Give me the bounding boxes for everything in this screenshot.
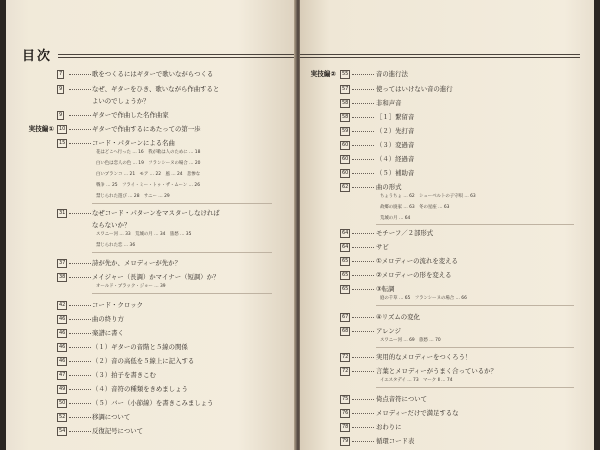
page-number-box: 59 — [342, 128, 349, 134]
page-number-box: 52 — [59, 414, 66, 420]
subsection-divider — [92, 252, 272, 253]
toc-title: 目次 — [22, 49, 53, 64]
entry-title: （４）経過音 — [376, 155, 415, 163]
toc-entry — [300, 166, 594, 180]
dotted-leader — [352, 145, 374, 146]
page-number-box: 58 — [342, 100, 349, 106]
toc-entry — [6, 340, 296, 354]
toc-entry — [6, 256, 296, 270]
page-number-box: 60 — [342, 142, 349, 148]
entry-title: よいのでしょうか？ — [92, 97, 150, 105]
entry-title: モチーフ／２部形式 — [376, 229, 434, 237]
dotted-leader — [352, 187, 374, 188]
page-number-box: 42 — [59, 302, 66, 308]
page-number-box: 64 — [342, 244, 349, 250]
subsection-divider — [376, 347, 574, 348]
page-number-box: 65 — [342, 272, 349, 278]
page-number-box: 60 — [342, 156, 349, 162]
toc-entry — [300, 240, 594, 254]
subsection-divider — [92, 293, 272, 294]
entry-title: 使ってはいけない音の進行 — [376, 85, 453, 93]
entry-title: 曲の終り方 — [92, 315, 124, 323]
dotted-leader — [69, 213, 91, 214]
entry-title: 音の進行法 — [376, 70, 408, 78]
song-list-line: 戦争 … 25 フライ・ミー・トゥ・ザ・ムーン … 26 — [96, 183, 201, 188]
dotted-leader — [352, 247, 374, 248]
toc-entry — [6, 396, 296, 410]
toc-entry — [300, 138, 594, 152]
dotted-leader — [352, 261, 374, 262]
dotted-leader — [69, 417, 91, 418]
dotted-leader — [69, 361, 91, 362]
entry-title: 言葉とメロディーがうまく合っているか？ — [376, 367, 497, 375]
page-number-box: 46 — [59, 358, 66, 364]
title-rule-right — [300, 54, 580, 58]
toc-entry — [6, 326, 296, 340]
page-number-box: 55 — [342, 71, 349, 77]
entry-title: 非和声音 — [376, 99, 402, 107]
page-number-box: 9 — [59, 112, 63, 118]
page-number-box: 68 — [342, 328, 349, 334]
toc-entry — [6, 312, 296, 326]
entry-title: ギターで作曲するにあたっての第一歩 — [92, 125, 201, 133]
entry-title: ［１］繋留音 — [376, 113, 415, 121]
page-number-box: 65 — [342, 258, 349, 264]
entry-title: 移調について — [92, 413, 131, 421]
song-list-line: ちょうちょ … 62 シューベルトの子守唄 … 63 — [380, 194, 476, 199]
entry-title: ④リズムの変化 — [376, 313, 420, 321]
toc-entry-continuation — [6, 94, 296, 108]
entry-title: コード・パターンによる名曲 — [92, 139, 175, 147]
entry-title: （５）バー（小節線）を書きこみましょう — [92, 399, 214, 407]
song-list-line: オールド・ブラック・ジョー … 39 — [96, 284, 166, 289]
song-list-line: イエスタデイ … 73 マーク Ⅱ … 74 — [380, 378, 453, 383]
title-rule — [58, 54, 296, 58]
toc-entry — [300, 350, 594, 364]
dotted-leader — [352, 441, 374, 442]
subsection-divider — [376, 305, 574, 306]
toc-entry — [300, 226, 594, 240]
dotted-leader — [352, 331, 374, 332]
page-number-box: 31 — [59, 210, 66, 216]
page-number-box: 60 — [342, 170, 349, 176]
entry-title: （３）拍子を書きこむ — [92, 371, 156, 379]
entry-title: ③転調 — [376, 285, 395, 293]
toc-entry — [6, 354, 296, 368]
page-number-box: 62 — [342, 184, 349, 190]
page-number-box: 76 — [342, 410, 349, 416]
dotted-leader — [69, 347, 91, 348]
entry-title: （５）補助音 — [376, 169, 415, 177]
toc-entry — [6, 298, 296, 312]
song-list-line: 荒城の月 … 64 — [380, 216, 411, 221]
entry-title: サビ — [376, 243, 389, 251]
entry-title: ②メロディーの形を変える — [376, 271, 452, 279]
dotted-leader — [352, 371, 374, 372]
toc-entry — [6, 122, 296, 136]
page-number-box: 58 — [342, 114, 349, 120]
page-number-box: 47 — [59, 372, 66, 378]
right-page — [300, 0, 594, 450]
toc-entry — [300, 406, 594, 420]
toc-entry — [6, 410, 296, 424]
dotted-leader — [69, 129, 91, 130]
dotted-leader — [69, 319, 91, 320]
page-number-box: 46 — [59, 330, 66, 336]
entry-title: 倚点音符について — [376, 395, 427, 403]
toc-entry — [6, 424, 296, 438]
entry-title: 歌をつくるにはギターで歌いながらつくる — [92, 70, 214, 78]
page-number-box: 37 — [59, 260, 66, 266]
toc-entry — [300, 434, 594, 448]
toc-entry — [300, 82, 594, 96]
dotted-leader — [69, 89, 91, 90]
entry-title: （２）先打音 — [376, 127, 415, 135]
subsection-divider — [92, 203, 272, 204]
song-list-line: 故郷の廃家 … 63 冬の星座 … 63 — [380, 205, 450, 210]
toc-entry — [6, 67, 296, 81]
dotted-leader — [69, 403, 91, 404]
entry-title: おわりに — [376, 423, 402, 431]
dotted-leader — [69, 263, 91, 264]
toc-entry — [300, 124, 594, 138]
toc-entry — [300, 152, 594, 166]
entry-title: 実用的なメロディーをつくろう！ — [376, 353, 472, 361]
entry-title: アレンジ — [376, 327, 401, 335]
entry-title: メイジャー（長調）かマイナー（短調）か？ — [92, 273, 220, 281]
dotted-leader — [352, 427, 374, 428]
dotted-leader — [69, 431, 91, 432]
dotted-leader — [69, 375, 91, 376]
toc-entry — [300, 392, 594, 406]
entry-title: 反復記号について — [92, 427, 143, 435]
entry-title: ギターで作曲した名作曲家 — [92, 111, 169, 119]
section-label: 実技編② — [310, 70, 336, 78]
subsection-divider — [376, 387, 574, 388]
dotted-leader — [69, 389, 91, 390]
entry-title: なぜ、ギターをひき、歌いながら作曲すると — [92, 85, 220, 93]
entry-title: メロディーだけで満足するな — [376, 409, 459, 417]
dotted-leader — [352, 131, 374, 132]
toc-entry — [300, 268, 594, 282]
dotted-leader — [352, 103, 374, 104]
song-list-line: 花はどこへ行った … 16 我が歌は人のために … 18 — [96, 150, 201, 155]
page-number-box: 67 — [342, 314, 349, 320]
song-list-line: 禁じられた恋 … 36 — [96, 243, 136, 248]
entry-title: （１）ギターの音階と５線の関係 — [92, 343, 188, 351]
entry-title: ならないか？ — [92, 221, 131, 229]
song-list-line: スワニー河 … 69 旅愁 … 70 — [380, 338, 441, 343]
dotted-leader — [352, 117, 374, 118]
song-list-line: 庭の千草 … 65 フランシーヌの場合 … 66 — [380, 296, 467, 301]
dotted-leader — [69, 143, 91, 144]
page-number-box: 72 — [342, 368, 349, 374]
dotted-leader — [352, 399, 374, 400]
dotted-leader — [352, 89, 374, 90]
entry-title: 楽譜に書く — [92, 329, 124, 337]
entry-title: 曲の形式 — [376, 183, 402, 191]
entry-title: なぜコード・パターンをマスターしなければ — [92, 209, 220, 217]
page-number-box: 38 — [59, 274, 66, 280]
song-list-line: スワニー河 … 33 荒城の月 … 34 旅愁 … 35 — [96, 232, 192, 237]
page-number-box: 46 — [59, 344, 66, 350]
page-number-box: 7 — [59, 71, 63, 77]
page-number-box: 72 — [342, 354, 349, 360]
entry-title: 詩が先か、メロディーが先か？ — [92, 259, 181, 267]
song-list-line: 白い色は恋人の色 … 19 フランシーヌの場合 … 20 — [96, 161, 201, 166]
dotted-leader — [352, 74, 374, 75]
toc-entry — [300, 420, 594, 434]
song-list-line: 白いブランコ … 21 モア … 22 風 … 24 悲惨な — [96, 172, 201, 177]
entry-title: ①メロディーの流れを変える — [376, 257, 458, 265]
dotted-leader — [69, 74, 91, 75]
subsection-divider — [376, 224, 574, 225]
song-list-line: 禁じられた遊び … 28 サニー … 29 — [96, 194, 170, 199]
page-number-box: 78 — [342, 424, 349, 430]
dotted-leader — [352, 357, 374, 358]
dotted-leader — [352, 317, 374, 318]
toc-entry — [300, 67, 594, 81]
entry-title: コード・クロック — [92, 301, 143, 309]
page-number-box: 79 — [342, 438, 349, 444]
dotted-leader — [69, 115, 91, 116]
dotted-leader — [352, 159, 374, 160]
toc-entry — [300, 254, 594, 268]
toc-entry — [300, 96, 594, 110]
left-page — [6, 0, 296, 450]
entry-title: （４）音符の種類をきめましょう — [92, 385, 188, 393]
entry-title: （２）音の高低を５線上に記入する — [92, 357, 195, 365]
toc-entry — [6, 382, 296, 396]
page-number-box: 10 — [59, 126, 66, 132]
dotted-leader — [352, 413, 374, 414]
page-number-box: 9 — [59, 86, 63, 92]
dotted-leader — [69, 305, 91, 306]
dotted-leader — [69, 333, 91, 334]
page-number-box: 46 — [59, 316, 66, 322]
dotted-leader — [69, 277, 91, 278]
page-number-box: 75 — [342, 396, 349, 402]
page-number-box: 49 — [59, 386, 66, 392]
page-number-box: 54 — [59, 428, 66, 434]
dotted-leader — [352, 173, 374, 174]
page-number-box: 64 — [342, 230, 349, 236]
page-number-box: 50 — [59, 400, 66, 406]
page-number-box: 15 — [59, 140, 66, 146]
toc-entry — [300, 110, 594, 124]
toc-entry — [6, 108, 296, 122]
page-number-box: 65 — [342, 286, 349, 292]
dotted-leader — [352, 233, 374, 234]
toc-entry — [6, 368, 296, 382]
dotted-leader — [352, 275, 374, 276]
dotted-leader — [352, 289, 374, 290]
entry-title: （３）変過音 — [376, 141, 415, 149]
page-number-box: 57 — [342, 86, 349, 92]
entry-title: 循環コード表 — [376, 437, 415, 445]
section-label: 実技編① — [28, 125, 54, 133]
toc-entry — [300, 310, 594, 324]
